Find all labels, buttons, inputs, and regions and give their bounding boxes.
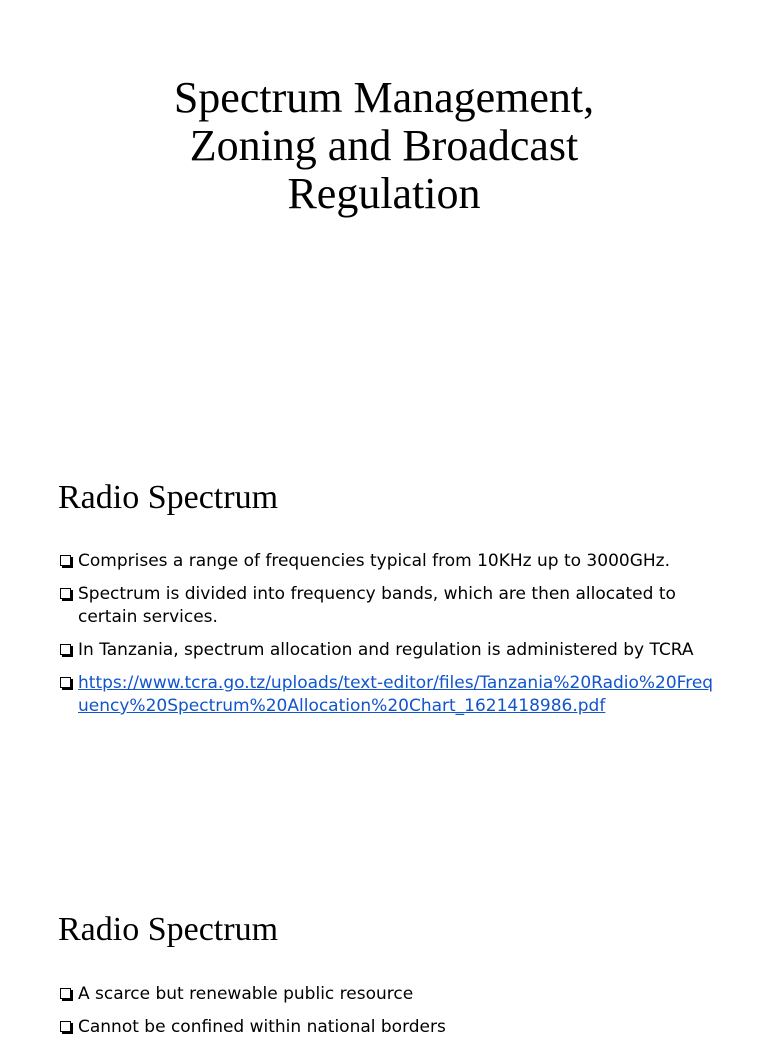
section-title: Radio Spectrum [58, 911, 279, 948]
bullet-list [60, 983, 720, 1049]
slide-title [0, 74, 768, 218]
checkbox-bullet-icon [60, 644, 71, 655]
list-item [60, 672, 720, 718]
slide-2 [0, 430, 768, 870]
list-item [60, 550, 720, 573]
bullet-text: Cannot be confined within national borders [78, 1017, 446, 1037]
checkbox-bullet-icon [60, 677, 71, 688]
slide-1 [0, 0, 768, 430]
list-item [60, 983, 720, 1006]
checkbox-bullet-icon [60, 588, 71, 599]
list-item [60, 583, 720, 629]
bullet-text: In Tanzania, spectrum allocation and regulation is administered by TCRA [78, 640, 694, 660]
bullet-text: Spectrum is divided into frequency bands, which are then allocated to certain services. [78, 584, 676, 627]
section-title: Radio Spectrum [58, 479, 279, 516]
tcra-chart-link[interactable]: https://www.tcra.go.tz/uploads/text-editor/files/Tanzania%20Radio%20Frequency%20Spectrum%20Allocation%20Chart_1621418986.pdf [78, 673, 714, 716]
bullet-text: A scarce but renewable public resource [78, 984, 414, 1004]
slide-title-line-2: Zoning and Broadcast [189, 121, 579, 170]
checkbox-bullet-icon [60, 555, 71, 566]
list-item [60, 639, 720, 662]
list-item [60, 1016, 720, 1039]
bullet-list [60, 550, 720, 728]
checkbox-bullet-icon [60, 1021, 71, 1032]
slide-title-line-3: Regulation [287, 169, 481, 218]
bullet-text: Comprises a range of frequencies typical from 10KHz up to 3000GHz. [78, 551, 670, 571]
slide-title-line-1: Spectrum Management, [173, 73, 595, 122]
slide-3 [0, 870, 768, 1037]
checkbox-bullet-icon [60, 988, 71, 999]
